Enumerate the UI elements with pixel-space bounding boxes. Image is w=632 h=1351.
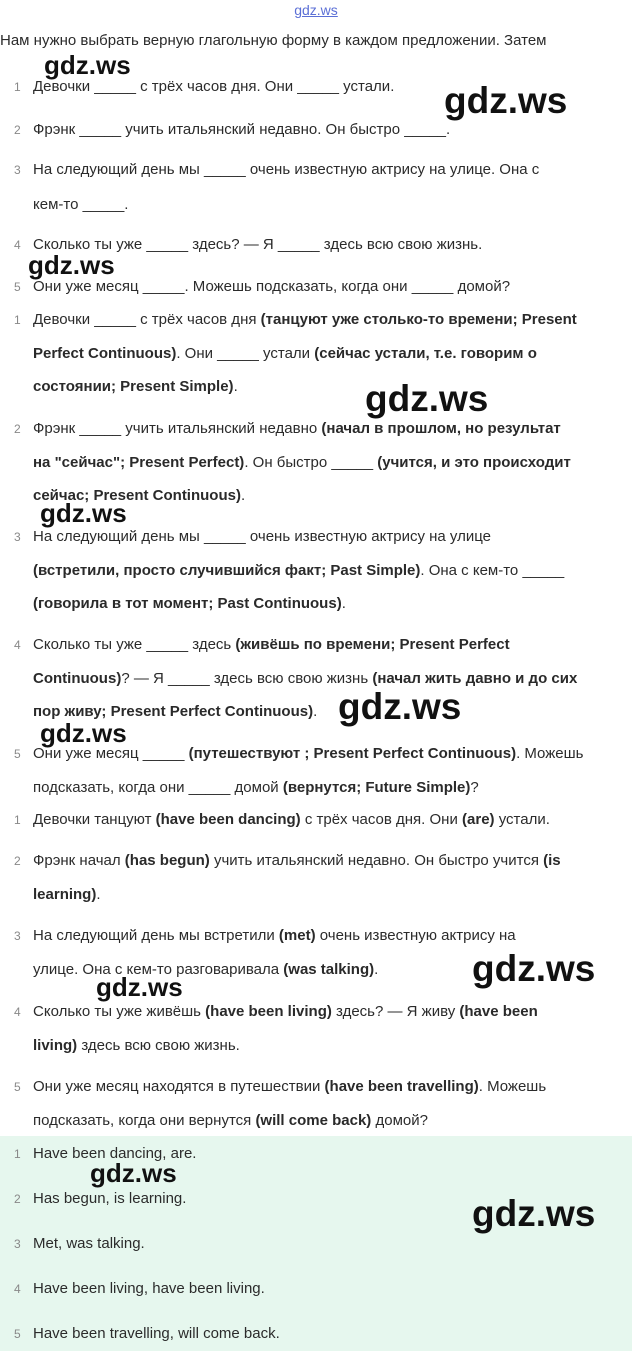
answer-number: 2 bbox=[14, 1192, 21, 1206]
completed-sentence-number: 2 bbox=[14, 854, 21, 868]
completed-sentence-text bbox=[33, 1029, 240, 1063]
question-fragment: кем-то _____. bbox=[33, 196, 129, 213]
explanation-text bbox=[33, 554, 564, 588]
completed-sentence-fragment: здесь? — Я живу bbox=[331, 1003, 460, 1020]
completed-sentence-fragment: Фрэнк начал bbox=[33, 852, 125, 869]
completed-sentence-highlight: (is bbox=[543, 852, 561, 869]
answer-text: Have been dancing, are. bbox=[33, 1145, 197, 1162]
watermark-logo: gdz.ws bbox=[472, 1193, 596, 1234]
explanation-fragment: . bbox=[313, 703, 318, 720]
completed-sentence-fragment: Они уже месяц находятся в путешествии bbox=[33, 1078, 325, 1095]
completed-sentence-line bbox=[0, 1070, 632, 1104]
question-number: 4 bbox=[14, 238, 21, 252]
completed-sentence-highlight: (met) bbox=[278, 927, 316, 944]
completed-sentence-highlight: (will come back) bbox=[255, 1112, 372, 1129]
explanation-text bbox=[33, 662, 577, 696]
question-text bbox=[33, 113, 450, 147]
explanation-fragment: Фрэнк _____ учить итальянский недавно bbox=[33, 420, 322, 437]
completed-sentence-fragment: . Можешь bbox=[478, 1078, 547, 1095]
completed-sentence-line bbox=[0, 878, 632, 912]
explanation-fragment: Девочки _____ с трёх часов дня bbox=[33, 311, 261, 328]
answer-text: Has begun, is learning. bbox=[33, 1190, 187, 1207]
completed-sentence-highlight: (have been living) bbox=[205, 1003, 332, 1020]
completed-sentence-text bbox=[33, 803, 550, 837]
explanation-line bbox=[0, 771, 632, 805]
explanation-highlight: (говорила в тот момент; Past Continuous) bbox=[33, 595, 342, 612]
watermark-logo: gdz.ws bbox=[365, 378, 489, 419]
explanation-fragment: . Они _____ устали bbox=[176, 345, 315, 362]
explanation-fragment: . bbox=[233, 378, 238, 395]
explanation-fragment: Они уже месяц _____ bbox=[33, 745, 189, 762]
completed-sentence-highlight: (was talking) bbox=[283, 961, 375, 978]
answer-line bbox=[0, 1272, 632, 1306]
explanation-number: 3 bbox=[14, 530, 21, 544]
explanation-fragment: подсказать, когда они _____ домой bbox=[33, 779, 283, 796]
explanation-highlight: (встретили, просто случившийся факт; Past Simple) bbox=[33, 562, 421, 579]
explanation-number: 2 bbox=[14, 422, 21, 436]
explanation-highlight: (живёшь по времени; Present Perfect bbox=[235, 636, 510, 653]
watermark-logo: gdz.ws bbox=[96, 972, 183, 1002]
watermark-logo: gdz.ws bbox=[40, 718, 127, 748]
completed-sentence-highlight: (have been dancing) bbox=[155, 811, 301, 828]
completed-sentence-fragment: Девочки танцуют bbox=[33, 811, 156, 828]
explanation-line bbox=[0, 337, 632, 371]
explanation-line bbox=[0, 303, 632, 337]
explanation-text bbox=[33, 771, 479, 805]
explanation-fragment: ? — Я _____ здесь всю свою жизнь bbox=[121, 670, 373, 687]
completed-sentence-number: 5 bbox=[14, 1080, 21, 1094]
completed-sentence-highlight: (has begun) bbox=[124, 852, 210, 869]
explanation-highlight: пор живу; Present Perfect Continuous) bbox=[33, 703, 314, 720]
explanation-text bbox=[33, 587, 346, 621]
completed-sentence-fragment: здесь всю свою жизнь. bbox=[77, 1037, 240, 1054]
explanation-fragment: . Он быстро _____ bbox=[244, 454, 378, 471]
answer-line bbox=[0, 1317, 632, 1351]
explanation-highlight: состоянии; Present Simple) bbox=[33, 378, 234, 395]
explanation-text bbox=[33, 370, 238, 404]
completed-sentence-highlight: (have been travelling) bbox=[324, 1078, 479, 1095]
completed-sentence-line bbox=[0, 803, 632, 837]
completed-sentence-number: 4 bbox=[14, 1005, 21, 1019]
completed-sentence-fragment: подсказать, когда они вернутся bbox=[33, 1112, 256, 1129]
explanation-highlight: сейчас; Present Continuous) bbox=[33, 487, 241, 504]
explanation-highlight: (танцуют уже столько-то времени; Present bbox=[260, 311, 577, 328]
completed-sentence-line bbox=[0, 995, 632, 1029]
question-line bbox=[0, 153, 632, 187]
explanation-highlight: (путешествуют ; Present Perfect Continuous) bbox=[188, 745, 517, 762]
completed-sentence-line bbox=[0, 1104, 632, 1138]
watermark-logo: gdz.ws bbox=[40, 498, 127, 528]
explanation-text bbox=[33, 303, 577, 337]
completed-sentence-highlight: living) bbox=[33, 1037, 78, 1054]
explanation-fragment: . bbox=[341, 595, 346, 612]
completed-sentence-highlight: (have been bbox=[459, 1003, 538, 1020]
question-fragment: Они уже месяц _____. Можешь подсказать, когда они _____ домой? bbox=[33, 278, 511, 295]
explanation-fragment: . Она с кем-то _____ bbox=[420, 562, 565, 579]
completed-sentence-fragment: . bbox=[374, 961, 379, 978]
question-text bbox=[33, 188, 128, 222]
explanation-text bbox=[33, 337, 537, 371]
explanation-number: 4 bbox=[14, 638, 21, 652]
answer-number: 1 bbox=[14, 1147, 21, 1161]
question-text bbox=[33, 153, 539, 187]
watermark-logo: gdz.ws bbox=[90, 1158, 177, 1188]
completed-sentence-fragment: На следующий день мы встретили bbox=[33, 927, 279, 944]
question-number: 1 bbox=[14, 80, 21, 94]
explanation-highlight: (начал жить давно и до сих bbox=[372, 670, 578, 687]
question-fragment: Сколько ты уже _____ здесь? — Я _____ здесь всю свою жизнь. bbox=[33, 236, 483, 253]
explanation-line bbox=[0, 628, 632, 662]
explanation-fragment: Сколько ты уже _____ здесь bbox=[33, 636, 236, 653]
intro-text: Нам нужно выбрать верную глагольную форму в каждом предложении. Затем bbox=[0, 32, 547, 49]
completed-sentence-fragment: улице. Она с кем-то разговаривала bbox=[33, 961, 284, 978]
question-line bbox=[0, 188, 632, 222]
watermark-logo: gdz.ws bbox=[338, 686, 462, 727]
explanation-fragment: . Можешь bbox=[516, 745, 584, 762]
site-link[interactable]: gdz.ws bbox=[294, 2, 338, 18]
watermark-logo: gdz.ws bbox=[444, 80, 568, 121]
completed-sentence-fragment: с трёх часов дня. Они bbox=[300, 811, 463, 828]
explanation-number: 1 bbox=[14, 313, 21, 327]
question-fragment: На следующий день мы _____ очень известную актрису на улице. Она с bbox=[33, 161, 540, 178]
completed-sentence-text bbox=[33, 844, 561, 878]
explanation-fragment: . bbox=[240, 487, 246, 504]
completed-sentence-highlight: (are) bbox=[462, 811, 495, 828]
explanation-text bbox=[33, 628, 510, 662]
explanation-line bbox=[0, 554, 632, 588]
completed-sentence-fragment: учить итальянский недавно. Он быстро учится bbox=[209, 852, 544, 869]
completed-sentence-fragment: Сколько ты уже живёшь bbox=[33, 1003, 206, 1020]
watermark-logo: gdz.ws bbox=[28, 250, 115, 280]
answer-number: 4 bbox=[14, 1282, 21, 1296]
explanation-line bbox=[0, 446, 632, 480]
completed-sentence-number: 3 bbox=[14, 929, 21, 943]
completed-sentence-text bbox=[33, 953, 378, 987]
completed-sentence-fragment: домой? bbox=[371, 1112, 428, 1129]
answer-number: 3 bbox=[14, 1237, 21, 1251]
watermark-logo: gdz.ws bbox=[472, 948, 596, 989]
explanation-highlight: на "сейчас"; Present Perfect) bbox=[33, 454, 245, 471]
watermark-logo: gdz.ws bbox=[44, 50, 131, 80]
answer-text: Have been living, have been living. bbox=[33, 1280, 265, 1297]
explanation-highlight: (сейчас устали, т.е. говорим о bbox=[314, 345, 537, 362]
completed-sentence-fragment: . bbox=[96, 886, 101, 903]
answer-text: Met, was talking. bbox=[33, 1235, 145, 1252]
question-number: 2 bbox=[14, 123, 21, 137]
explanation-fragment: На следующий день мы _____ очень известную актрису на улице bbox=[33, 528, 491, 545]
question-number: 5 bbox=[14, 280, 21, 294]
completed-sentence-text bbox=[33, 919, 516, 953]
explanation-highlight: (начал в прошлом, но результат bbox=[321, 420, 561, 437]
completed-sentence-number: 1 bbox=[14, 813, 21, 827]
completed-sentence-text bbox=[33, 878, 101, 912]
explanation-line bbox=[0, 662, 632, 696]
explanation-number: 5 bbox=[14, 747, 21, 761]
question-fragment: Фрэнк _____ учить итальянский недавно. Он быстро _____. bbox=[33, 121, 451, 138]
answer-number: 5 bbox=[14, 1327, 21, 1341]
explanation-highlight: (учится, и это происходит bbox=[377, 454, 571, 471]
question-number: 3 bbox=[14, 163, 21, 177]
completed-sentence-fragment: очень известную актрису на bbox=[315, 927, 516, 944]
completed-sentence-text bbox=[33, 1070, 546, 1104]
completed-sentence-fragment: устали. bbox=[494, 811, 550, 828]
explanation-fragment: ? bbox=[470, 779, 479, 796]
explanation-line bbox=[0, 370, 632, 404]
explanation-line bbox=[0, 412, 632, 446]
explanation-highlight: Continuous) bbox=[33, 670, 122, 687]
completed-sentence-text bbox=[33, 1104, 428, 1138]
completed-sentence-line bbox=[0, 844, 632, 878]
explanation-line bbox=[0, 587, 632, 621]
answer-text: Have been travelling, will come back. bbox=[33, 1325, 280, 1342]
completed-sentence-line bbox=[0, 1029, 632, 1063]
completed-sentence-highlight: learning) bbox=[33, 886, 97, 903]
explanation-highlight: Perfect Continuous) bbox=[33, 345, 177, 362]
question-fragment: Девочки _____ с трёх часов дня. Они _____ устали. bbox=[33, 78, 395, 95]
explanation-highlight: (вернутся; Future Simple) bbox=[282, 779, 471, 796]
explanation-text bbox=[33, 446, 571, 480]
